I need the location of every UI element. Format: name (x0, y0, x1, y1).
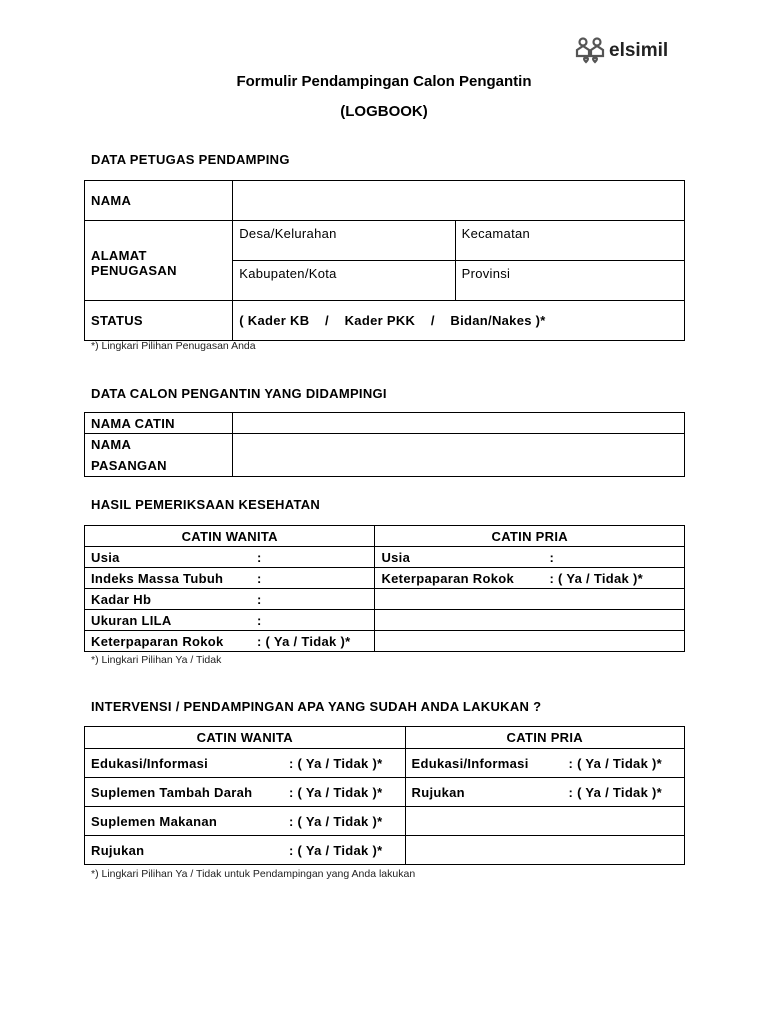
intervensi-wanita-row[interactable]: Rujukan : ( Ya / Tidak )* (85, 836, 406, 865)
kesehatan-col-wanita: CATIN WANITA (85, 526, 375, 547)
logo-text: elsimil (609, 40, 669, 61)
intervensi-pria-row[interactable]: Rujukan : ( Ya / Tidak )* (405, 778, 684, 807)
kabupaten-field[interactable]: Kabupaten/Kota (233, 261, 455, 301)
family-logo-icon (575, 36, 607, 66)
kesehatan-pria-row-empty[interactable] (375, 610, 685, 631)
status-options[interactable]: ( Kader KB / Kader PKK / Bidan/Nakes )* (233, 301, 685, 341)
section-heading-catin: DATA CALON PENGANTIN YANG DIDAMPINGI (91, 386, 387, 401)
kesehatan-wanita-row[interactable]: Ukuran LILA : (85, 610, 375, 631)
nama-pasangan-field[interactable] (233, 434, 685, 477)
form-title: Formulir Pendampingan Calon Pengantin (236, 73, 532, 90)
status-label: STATUS (85, 301, 233, 341)
kesehatan-note: *) Lingkari Pilihan Ya / Tidak (91, 654, 222, 666)
nama-field[interactable] (233, 181, 685, 221)
kesehatan-pria-row[interactable]: Keterpaparan Rokok : ( Ya / Tidak )* (375, 568, 685, 589)
provinsi-field[interactable]: Provinsi (455, 261, 684, 301)
desa-field[interactable]: Desa/Kelurahan (233, 221, 455, 261)
nama-catin-label: NAMA CATIN (85, 413, 233, 434)
nama-pasangan-label: NAMA PASANGAN (85, 434, 233, 477)
elsimil-logo (575, 36, 668, 66)
petugas-table (84, 180, 685, 341)
intervensi-wanita-row[interactable]: Suplemen Makanan : ( Ya / Tidak )* (85, 807, 406, 836)
intervensi-note: *) Lingkari Pilihan Ya / Tidak untuk Pendampingan yang Anda lakukan (91, 868, 416, 880)
intervensi-table (84, 726, 685, 865)
nama-label: NAMA (85, 181, 233, 221)
kesehatan-pria-row[interactable]: Usia : (375, 547, 685, 568)
kecamatan-field[interactable]: Kecamatan (455, 221, 684, 261)
kesehatan-pria-row-empty[interactable] (375, 589, 685, 610)
catin-table (84, 412, 685, 477)
kesehatan-col-pria: CATIN PRIA (375, 526, 685, 547)
intervensi-col-wanita: CATIN WANITA (85, 727, 406, 749)
kesehatan-pria-row-empty[interactable] (375, 631, 685, 652)
intervensi-pria-row-empty[interactable] (405, 836, 684, 865)
kesehatan-wanita-row[interactable]: Usia : (85, 547, 375, 568)
intervensi-col-pria: CATIN PRIA (405, 727, 684, 749)
alamat-label: ALAMAT PENUGASAN (85, 221, 233, 301)
kesehatan-wanita-row[interactable]: Kadar Hb : (85, 589, 375, 610)
intervensi-pria-row[interactable]: Edukasi/Informasi : ( Ya / Tidak )* (405, 749, 684, 778)
form-subtitle: (LOGBOOK) (340, 103, 428, 120)
nama-catin-field[interactable] (233, 413, 685, 434)
kesehatan-wanita-row[interactable]: Indeks Massa Tubuh : (85, 568, 375, 589)
petugas-note: *) Lingkari Pilihan Penugasan Anda (91, 340, 256, 352)
section-heading-kesehatan: HASIL PEMERIKSAAN KESEHATAN (91, 497, 321, 512)
intervensi-wanita-row[interactable]: Edukasi/Informasi : ( Ya / Tidak )* (85, 749, 406, 778)
section-heading-petugas: DATA PETUGAS PENDAMPING (91, 152, 290, 167)
kesehatan-table (84, 525, 685, 652)
intervensi-pria-row-empty[interactable] (405, 807, 684, 836)
kesehatan-wanita-row[interactable]: Keterpaparan Rokok : ( Ya / Tidak )* (85, 631, 375, 652)
intervensi-wanita-row[interactable]: Suplemen Tambah Darah : ( Ya / Tidak )* (85, 778, 406, 807)
section-heading-intervensi: INTERVENSI / PENDAMPINGAN APA YANG SUDAH ANDA LAKUKAN ? (91, 699, 542, 714)
